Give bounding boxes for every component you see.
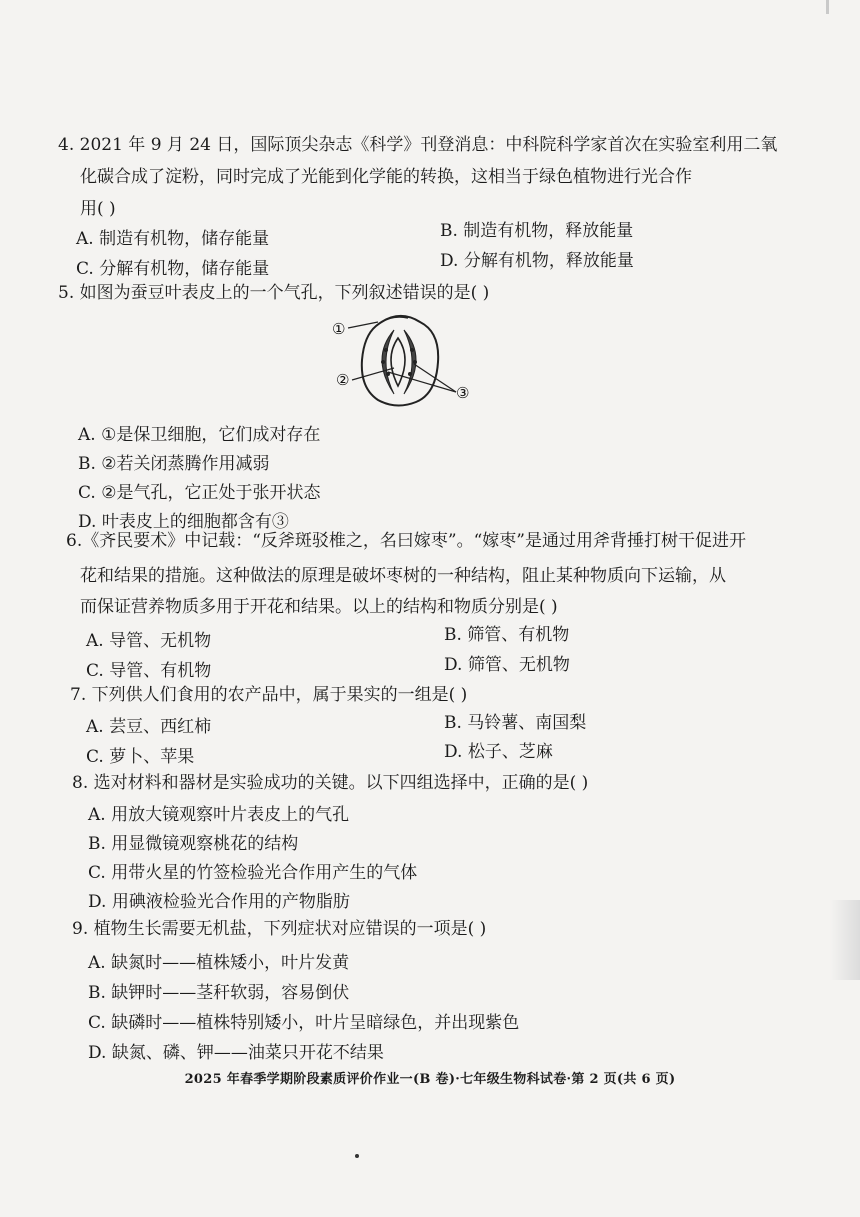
q7-option-d: D. 松子、芝麻 bbox=[444, 742, 553, 762]
page-footer: 2025 年春季学期阶段素质评价作业一(B 卷)·七年级生物科试卷·第 2 页(共 6 页) bbox=[184, 1072, 676, 1087]
q4-option-d: D. 分解有机物，释放能量 bbox=[440, 251, 634, 271]
q9-option-d: D. 缺氮、磷、钾——油菜只开花不结果 bbox=[88, 1043, 384, 1063]
q4-stem-line3: 用( ) bbox=[80, 199, 116, 219]
q9-option-a: A. 缺氮时——植株矮小，叶片发黄 bbox=[88, 953, 350, 973]
label-3: ③ bbox=[456, 384, 470, 402]
q8-option-d: D. 用碘液检验光合作用的产物脂肪 bbox=[88, 892, 350, 912]
q9-option-c: C. 缺磷时——植株特别矮小，叶片呈暗绿色，并出现紫色 bbox=[88, 1013, 520, 1033]
q7-option-a: A. 芸豆、西红柿 bbox=[86, 717, 212, 737]
q4-option-a: A. 制造有机物，储存能量 bbox=[76, 229, 270, 249]
q4-option-c: C. 分解有机物，储存能量 bbox=[76, 259, 270, 279]
q5-stem: 5. 如图为蚕豆叶表皮上的一个气孔，下列叙述错误的是( ) bbox=[58, 283, 490, 303]
q4-option-b: B. 制造有机物，释放能量 bbox=[440, 221, 634, 241]
q5-option-a: A. ①是保卫细胞，它们成对存在 bbox=[78, 425, 321, 445]
q6-option-c: C. 导管、有机物 bbox=[86, 661, 212, 681]
q6-option-a: A. 导管、无机物 bbox=[86, 631, 212, 651]
q7-stem: 7. 下列供人们食用的农产品中，属于果实的一组是( ) bbox=[70, 685, 468, 705]
q5-option-b: B. ②若关闭蒸腾作用减弱 bbox=[78, 454, 270, 474]
q8-stem: 8. 选对材料和器材是实验成功的关键。以下四组选择中，正确的是( ) bbox=[72, 773, 589, 793]
stoma-diagram bbox=[328, 306, 478, 412]
q5-option-d: D. 叶表皮上的细胞都含有③ bbox=[78, 512, 289, 532]
q5-option-c: C. ②是气孔，它正处于张开状态 bbox=[78, 483, 321, 503]
q8-option-c: C. 用带火星的竹签检验光合作用产生的气体 bbox=[88, 863, 418, 883]
q6-stem-line3: 而保证营养物质多用于开花和结果。以上的结构和物质分别是( ) bbox=[80, 597, 558, 617]
q6-stem-line2: 花和结果的措施。这种做法的原理是破坏枣树的一种结构，阻止某种物质向下运输，从 bbox=[80, 566, 726, 586]
q6-stem-line1: 6.《齐民要术》中记载：“反斧斑驳椎之，名曰嫁枣”。“嫁枣”是通过用斧背捶打树干促进开 bbox=[66, 531, 746, 551]
q4-stem-line2: 化碳合成了淀粉，同时完成了光能到化学能的转换，这相当于绿色植物进行光合作 bbox=[80, 167, 692, 187]
q6-option-b: B. 筛管、有机物 bbox=[444, 625, 570, 645]
q8-option-b: B. 用显微镜观察桃花的结构 bbox=[88, 834, 299, 854]
q4-stem-line1: 4. 2021 年 9 月 24 日，国际顶尖杂志《科学》刊登消息：中科院科学家首次在实验室利用二氧 bbox=[58, 135, 778, 155]
q9-stem: 9. 植物生长需要无机盐，下列症状对应错误的一项是( ) bbox=[72, 919, 487, 939]
q7-option-c: C. 萝卜、苹果 bbox=[86, 747, 195, 767]
q6-option-d: D. 筛管、无机物 bbox=[444, 655, 570, 675]
scan-speck bbox=[355, 1154, 359, 1158]
q9-option-b: B. 缺钾时——茎秆软弱，容易倒伏 bbox=[88, 983, 350, 1003]
label-2: ② bbox=[336, 371, 350, 389]
scan-edge-shadow bbox=[830, 900, 860, 980]
scan-edge-mark bbox=[826, 0, 829, 14]
q7-option-b: B. 马铃薯、南国梨 bbox=[444, 713, 587, 733]
label-1: ① bbox=[332, 320, 346, 338]
q8-option-a: A. 用放大镜观察叶片表皮上的气孔 bbox=[88, 805, 350, 825]
stoma-drawing bbox=[328, 306, 478, 412]
